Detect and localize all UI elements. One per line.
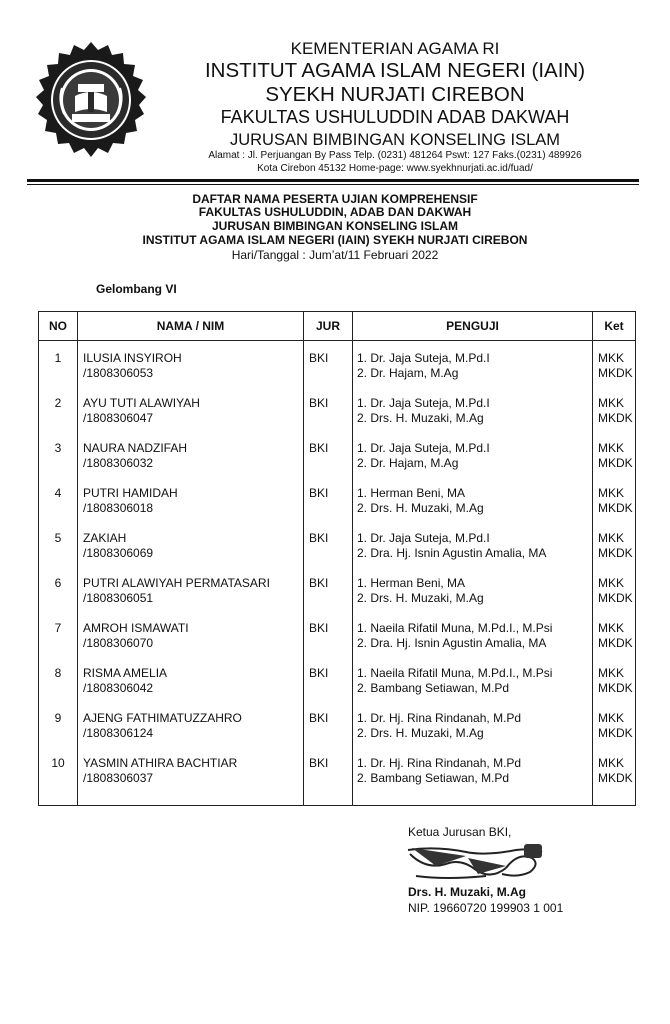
table-row — [39, 531, 636, 576]
examiners-cell — [353, 711, 593, 756]
row-number-cell — [39, 486, 78, 531]
participant-name: RISMA AMELIA — [83, 666, 168, 680]
examiner-1: 1. Dr. Jaja Suteja, M.Pd.I — [357, 441, 490, 455]
participant-department: BKI — [309, 711, 329, 725]
document-date: Hari/Tanggal : Jum’at/11 Februari 2022 — [231, 248, 439, 262]
remark-2: MKDK — [598, 636, 633, 650]
row-number: 6 — [54, 576, 62, 590]
department-cell — [304, 351, 353, 396]
department-cell — [304, 621, 353, 666]
remarks-cell — [593, 531, 636, 576]
department-cell — [304, 756, 353, 806]
department-cell — [304, 666, 353, 711]
examiners-cell — [353, 441, 593, 486]
participant-nim: /1808306051 — [83, 591, 154, 605]
row-number: 5 — [54, 531, 62, 545]
name-nim-cell — [78, 396, 304, 441]
participant-nim: /1808306069 — [83, 546, 154, 560]
row-number: 4 — [54, 486, 62, 500]
remarks-cell — [593, 756, 636, 806]
remark-1: MKK — [598, 531, 625, 545]
remark-2: MKDK — [598, 546, 633, 560]
participant-nim: /1808306053 — [83, 366, 154, 380]
remark-2: MKDK — [598, 681, 633, 695]
table-row — [39, 621, 636, 666]
ministry-name: KEMENTERIAN AGAMA RI — [290, 39, 500, 58]
participant-nim: /1808306018 — [83, 501, 154, 515]
examiner-1: 1. Dr. Jaja Suteja, M.Pd.I — [357, 531, 490, 545]
participant-department: BKI — [309, 666, 329, 680]
examiner-1: 1. Dr. Hj. Rina Rindanah, M.Pd — [357, 711, 522, 725]
signatory-nip: NIP. 19660720 199903 1 001 — [408, 901, 564, 915]
table-row — [39, 756, 636, 806]
table-row — [39, 666, 636, 711]
remark-2: MKDK — [598, 591, 633, 605]
table-row — [39, 351, 636, 396]
row-number-cell — [39, 711, 78, 756]
examiners-cell — [353, 486, 593, 531]
remark-1: MKK — [598, 756, 625, 770]
participant-department: BKI — [309, 756, 329, 770]
remarks-cell — [593, 621, 636, 666]
document-department: JURUSAN BIMBINGAN KONSELING ISLAM — [211, 219, 458, 233]
examiners-cell — [353, 351, 593, 396]
participant-name: NAURA NADZIFAH — [83, 441, 188, 455]
signature-title: Ketua Jurusan BKI, — [408, 825, 512, 839]
participant-department: BKI — [309, 396, 329, 410]
row-number-cell — [39, 351, 78, 396]
row-number-cell — [39, 441, 78, 486]
row-number: 9 — [54, 711, 62, 725]
remarks-cell — [593, 666, 636, 711]
department-cell — [304, 441, 353, 486]
participant-name: YASMIN ATHIRA BACHTIAR — [83, 756, 238, 770]
examiners-cell — [353, 666, 593, 711]
examiner-1: 1. Dr. Hj. Rina Rindanah, M.Pd — [357, 756, 522, 770]
participant-department: BKI — [309, 351, 329, 365]
institute-subname: SYEKH NURJATI CIREBON — [265, 83, 525, 106]
participant-name: AYU TUTI ALAWIYAH — [83, 396, 200, 410]
participant-department: BKI — [309, 576, 329, 590]
remark-2: MKDK — [598, 456, 633, 470]
header-jur: JUR — [304, 312, 353, 341]
remark-1: MKK — [598, 666, 625, 680]
examiners-cell — [353, 621, 593, 666]
examiners-cell — [353, 576, 593, 621]
name-nim-cell — [78, 531, 304, 576]
remark-2: MKDK — [598, 411, 633, 425]
remark-1: MKK — [598, 486, 625, 500]
examiner-1: 1. Naeila Rifatil Muna, M.Pd.I., M.Psi — [357, 666, 553, 680]
participant-name: PUTRI HAMIDAH — [83, 486, 178, 500]
row-number-cell — [39, 576, 78, 621]
remark-1: MKK — [598, 441, 625, 455]
row-number: 7 — [54, 621, 62, 635]
examiner-1: 1. Naeila Rifatil Muna, M.Pd.I., M.Psi — [357, 621, 553, 635]
remark-1: MKK — [598, 351, 625, 365]
participant-name: AMROH ISMAWATI — [83, 621, 189, 635]
table-header-row — [39, 312, 636, 341]
participant-name: AJENG FATHIMATUZZAHRO — [83, 711, 242, 725]
examiner-2: 2. Drs. H. Muzaki, M.Ag — [357, 501, 484, 515]
examiners-cell — [353, 756, 593, 806]
name-nim-cell — [78, 576, 304, 621]
examiner-1: 1. Dr. Jaja Suteja, M.Pd.I — [357, 396, 490, 410]
remark-1: MKK — [598, 396, 625, 410]
participant-nim: /1808306042 — [83, 681, 154, 695]
address-line-1: Alamat : Jl. Perjuangan By Pass Telp. (0231) 481264 Pswt: 127 Faks.(0231) 489926 — [208, 150, 582, 161]
examiner-2: 2. Drs. H. Muzaki, M.Ag — [357, 726, 484, 740]
row-number: 3 — [54, 441, 62, 455]
row-number: 10 — [51, 756, 65, 770]
examiner-2: 2. Dra. Hj. Isnin Agustin Amalia, MA — [357, 546, 547, 560]
table-row — [39, 576, 636, 621]
row-number: 1 — [54, 351, 62, 365]
remark-1: MKK — [598, 576, 625, 590]
row-number-cell — [39, 756, 78, 806]
table-spacer-row — [39, 341, 636, 352]
department-cell — [304, 486, 353, 531]
header-name-nim: NAMA / NIM — [78, 312, 304, 341]
faculty-name: FAKULTAS USHULUDDIN ADAB DAKWAH — [220, 107, 570, 127]
header-ket: Ket — [593, 312, 636, 341]
department-cell — [304, 711, 353, 756]
participant-department: BKI — [309, 441, 329, 455]
participant-name: PUTRI ALAWIYAH PERMATASARI — [83, 576, 270, 590]
remarks-cell — [593, 711, 636, 756]
table-row — [39, 396, 636, 441]
examiner-2: 2. Drs. H. Muzaki, M.Ag — [357, 411, 484, 425]
remarks-cell — [593, 396, 636, 441]
department-cell — [304, 576, 353, 621]
examiner-1: 1. Herman Beni, MA — [357, 576, 466, 590]
participant-nim: /1808306124 — [83, 726, 154, 740]
remark-2: MKDK — [598, 366, 633, 380]
participant-department: BKI — [309, 486, 329, 500]
row-number: 2 — [54, 396, 62, 410]
department-name: JURUSAN BIMBINGAN KONSELING ISLAM — [229, 131, 561, 149]
remarks-cell — [593, 441, 636, 486]
participant-department: BKI — [309, 621, 329, 635]
participant-nim: /1808306047 — [83, 411, 154, 425]
wave-label: Gelombang VI — [96, 282, 177, 296]
header-divider-thin — [27, 184, 639, 185]
row-number-cell — [39, 666, 78, 711]
remarks-cell — [593, 486, 636, 531]
examiner-2: 2. Dr. Hajam, M.Ag — [357, 366, 459, 380]
participants-table — [38, 311, 636, 806]
handwritten-signature — [406, 840, 546, 884]
document-title: DAFTAR NAMA PESERTA UJIAN KOMPREHENSIF — [192, 192, 478, 206]
participant-name: ILUSIA INSYIROH — [83, 351, 182, 365]
department-cell — [304, 531, 353, 576]
examiner-1: 1. Herman Beni, MA — [357, 486, 466, 500]
examiner-1: 1. Dr. Jaja Suteja, M.Pd.I — [357, 351, 490, 365]
header-examiners: PENGUJI — [353, 312, 593, 341]
name-nim-cell — [78, 666, 304, 711]
participant-name: ZAKIAH — [83, 531, 127, 545]
remark-2: MKDK — [598, 771, 633, 785]
participant-nim: /1808306070 — [83, 636, 154, 650]
document-faculty: FAKULTAS USHULUDDIN, ADAB DAN DAKWAH — [198, 205, 472, 219]
row-number-cell — [39, 621, 78, 666]
examiner-2: 2. Drs. H. Muzaki, M.Ag — [357, 591, 484, 605]
examiner-2: 2. Dra. Hj. Isnin Agustin Amalia, MA — [357, 636, 547, 650]
examiners-cell — [353, 396, 593, 441]
row-number-cell — [39, 531, 78, 576]
header-divider-thick — [27, 179, 639, 182]
name-nim-cell — [78, 711, 304, 756]
table-row — [39, 441, 636, 486]
name-nim-cell — [78, 621, 304, 666]
examiner-2: 2. Dr. Hajam, M.Ag — [357, 456, 459, 470]
row-number-cell — [39, 396, 78, 441]
participant-nim: /1808306032 — [83, 456, 154, 470]
remark-1: MKK — [598, 621, 625, 635]
department-cell — [304, 396, 353, 441]
remarks-cell — [593, 576, 636, 621]
row-number: 8 — [54, 666, 62, 680]
name-nim-cell — [78, 351, 304, 396]
name-nim-cell — [78, 441, 304, 486]
header-no: NO — [39, 312, 78, 341]
participant-department: BKI — [309, 531, 329, 545]
remark-2: MKDK — [598, 501, 633, 515]
name-nim-cell — [78, 756, 304, 806]
institute-name: INSTITUT AGAMA ISLAM NEGERI (IAIN) — [204, 59, 586, 82]
examiners-cell — [353, 531, 593, 576]
table-row — [39, 711, 636, 756]
participant-nim: /1808306037 — [83, 771, 154, 785]
table-row — [39, 486, 636, 531]
remark-2: MKDK — [598, 726, 633, 740]
remark-1: MKK — [598, 711, 625, 725]
examiner-2: 2. Bambang Setiawan, M.Pd — [357, 771, 510, 785]
address-line-2: Kota Cirebon 45132 Home-page: www.syekhnurjati.ac.id/fuad/ — [257, 163, 533, 174]
signatory-name: Drs. H. Muzaki, M.Ag — [408, 885, 527, 899]
remarks-cell — [593, 351, 636, 396]
document-institute: INSTITUT AGAMA ISLAM NEGERI (IAIN) SYEKH NURJATI CIREBON — [142, 233, 528, 247]
name-nim-cell — [78, 486, 304, 531]
institution-logo — [32, 40, 150, 164]
examiner-2: 2. Bambang Setiawan, M.Pd — [357, 681, 510, 695]
